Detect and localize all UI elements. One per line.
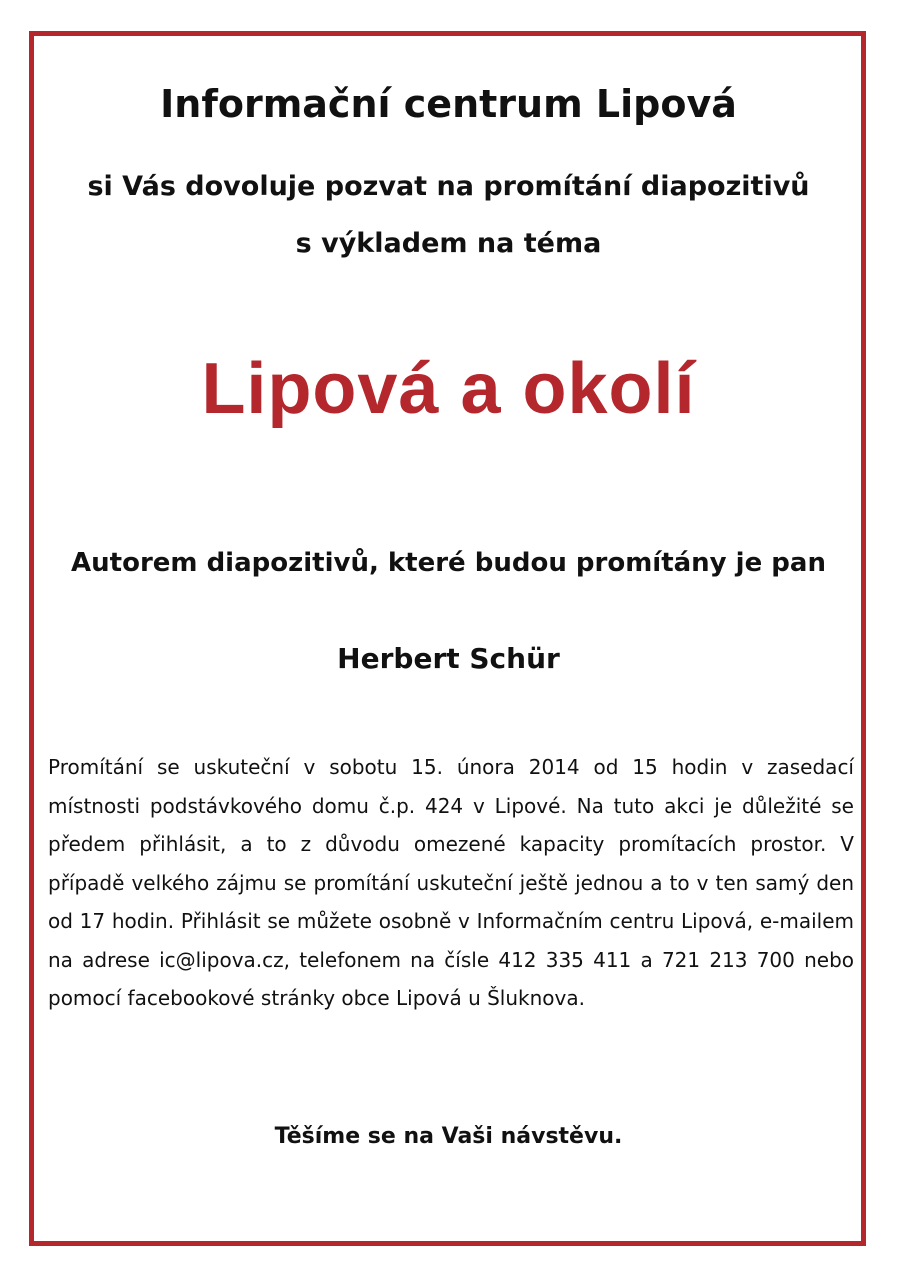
closing-line: Těšíme se na Vaši návstěvu. bbox=[274, 1124, 623, 1149]
event-details-paragraph: Promítání se uskuteční v sobotu 15. února 2014 od 15 hodin v zasedací místnosti podstávkového domu č.p. 424 v Lipové. Na tuto akci je důležité se předem přihlásit, a to z důvodu omezené kapacity promítacích prostor. V případě velkého zájmu se promítání uskuteční ještě jednou a to v ten samý den od 17 hodin. Přihlásit se můžete osobně v Informačním centru Lipová, e-mailem na adrese ic@lipova.cz, telefonem na čísle 412 335 411 a 721 213 700 nebo pomocí facebookové stránky obce Lipová u Šluknova. bbox=[48, 755, 854, 1010]
organization-title: Informační centrum Lipová bbox=[160, 82, 737, 126]
poster-border bbox=[29, 31, 866, 1246]
invitation-line-1: si Vás dovoluje pozvat na promítání diapozitivů bbox=[87, 171, 810, 202]
author-intro: Autorem diapozitivů, které budou promítány je pan bbox=[71, 548, 826, 578]
invitation-line-2: s výkladem na téma bbox=[295, 228, 602, 259]
author-name: Herbert Schür bbox=[337, 642, 560, 675]
event-title: Lipová a okolí bbox=[201, 349, 696, 429]
